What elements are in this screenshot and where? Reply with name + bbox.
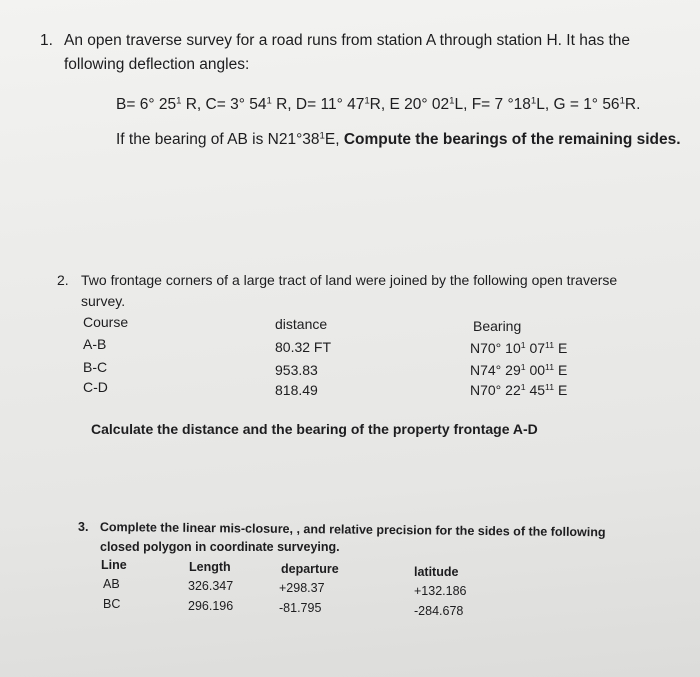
angle-b: B= 6° $25^1$ R,	[116, 95, 206, 113]
problem3-line2: closed polygon in coordinate surveying.	[100, 540, 340, 554]
header-course: Course	[83, 314, 129, 330]
problem3-number: 3.	[78, 520, 89, 534]
problem1-instruction: Compute the bearings of the remaining sides.	[343, 131, 681, 148]
row-ab-line: AB	[103, 577, 120, 591]
problem2-line2: survey.	[81, 293, 126, 309]
problem1-bearing-line: If the bearing of AB is $N21^\circ 38^1E$, Compute the bearings of the remaining sides.	[116, 130, 681, 148]
row-ab-bearing: N70° $10^1$ $07^{11}$ E	[470, 340, 568, 356]
row-bc-length: 296.196	[188, 599, 234, 613]
problem2-instruction: Calculate the distance and the bearing of the property frontage A-D	[91, 421, 538, 437]
header-line: Line	[101, 558, 127, 572]
row-bc-bearing: N74° $29^1$ $00^{11}$ E	[470, 362, 568, 378]
header-latitude: latitude	[414, 565, 459, 579]
row-cd-course: C-D	[83, 379, 108, 395]
row-ab-latitude: +132.186	[414, 584, 467, 598]
header-departure: departure	[281, 562, 339, 576]
angle-c: C= 3° $54^1$ R,	[205, 95, 296, 113]
row-ab-departure: +298.37	[279, 581, 325, 595]
header-distance: distance	[275, 316, 328, 332]
row-bc-line: BC	[103, 597, 121, 611]
row-bc-latitude: -284.678	[414, 604, 464, 618]
deflection-angles	[116, 96, 640, 114]
row-ab-course: A-B	[83, 336, 107, 352]
row-bc-departure: -81.795	[279, 601, 322, 615]
angle-g: G = 1° $56^1R$.	[553, 95, 641, 113]
problem1-number: 1.	[40, 32, 53, 49]
problem2-line1: Two frontage corners of a large tract of land were joined by the following open traverse	[81, 272, 618, 288]
problem1-line2: following deflection angles:	[64, 56, 250, 73]
row-ab-distance: 80.32 FT	[275, 339, 332, 355]
angle-d: D= 11° $47^1R$,	[295, 95, 390, 113]
row-cd-distance: 818.49	[275, 382, 318, 398]
header-bearing: Bearing	[473, 318, 522, 334]
angle-e: E 20° $02^1L$,	[389, 95, 472, 113]
row-bc-course: B-C	[83, 359, 108, 375]
row-cd-bearing: N70° $22^1$ $45^{11}$ E	[470, 382, 568, 398]
row-ab-length: 326.347	[188, 579, 234, 593]
header-length: Length	[189, 560, 231, 574]
row-bc-distance: 953.83	[275, 362, 318, 378]
angle-f: F= 7 $^\circ 18^1L$,	[471, 95, 554, 113]
problem1-line1: An open traverse survey for a road runs from station A through station H. It has the	[64, 32, 631, 49]
problem2-number: 2.	[57, 272, 69, 288]
problem3-line1: Complete the linear mis-closure, , and relative precision for the sides of the following	[99, 520, 606, 540]
